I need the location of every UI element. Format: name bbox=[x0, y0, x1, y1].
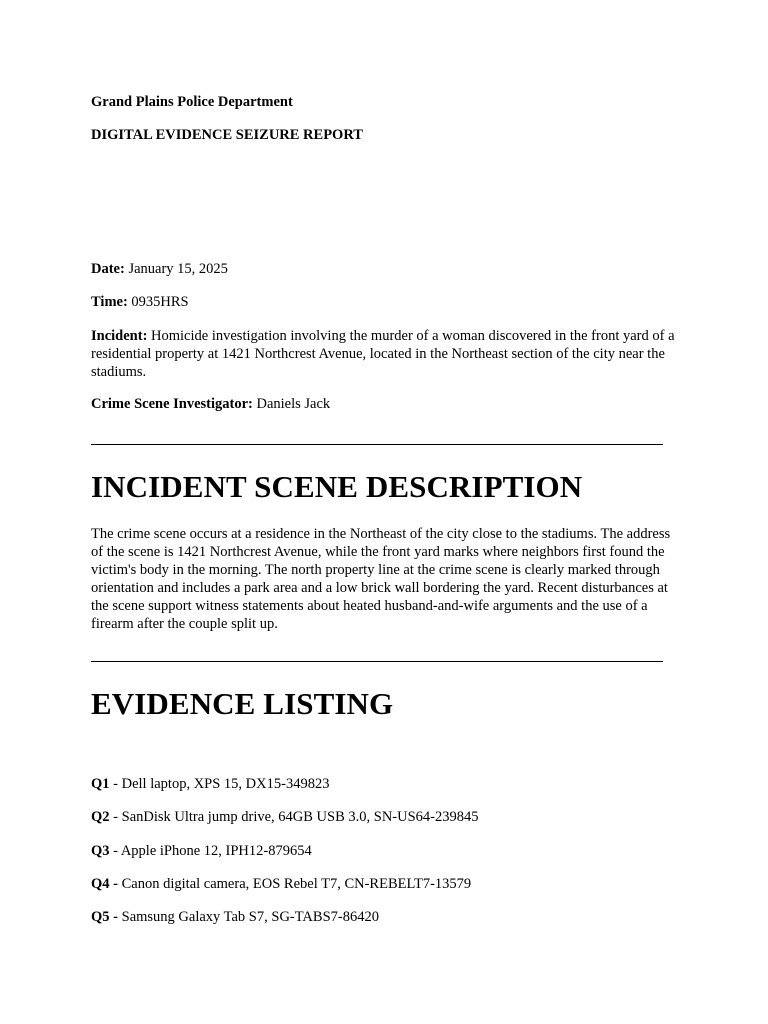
incident-label: Incident: bbox=[91, 328, 148, 344]
evidence-description: Apple iPhone 12, IPH12-879654 bbox=[120, 843, 312, 859]
evidence-description: Samsung Galaxy Tab S7, SG-TABS7-86420 bbox=[121, 909, 379, 925]
time-field bbox=[91, 294, 189, 311]
section-divider bbox=[91, 444, 663, 445]
evidence-item bbox=[91, 909, 379, 926]
time-label: Time: bbox=[91, 294, 128, 310]
evidence-description: Canon digital camera, EOS Rebel T7, CN-REBELT7-13579 bbox=[121, 876, 472, 892]
scene-section-heading: INCIDENT SCENE DESCRIPTION bbox=[91, 469, 583, 504]
time-value: 0935HRS bbox=[131, 294, 189, 310]
incident-field bbox=[91, 327, 681, 381]
department-name: Grand Plains Police Department bbox=[91, 94, 293, 110]
evidence-id: Q3 bbox=[91, 843, 110, 859]
evidence-separator: - bbox=[109, 843, 121, 859]
date-value: January 15, 2025 bbox=[128, 261, 228, 277]
evidence-separator: - bbox=[109, 909, 122, 925]
evidence-item bbox=[91, 843, 312, 860]
evidence-separator: - bbox=[109, 876, 122, 892]
incident-value: Homicide investigation involving the murder of a woman discovered in the front yard of a residential property at 1421 Northcrest Avenue, located in the Northeast section of the city near the stadiums. bbox=[91, 328, 675, 380]
evidence-separator: - bbox=[109, 809, 122, 825]
evidence-id: Q1 bbox=[91, 776, 110, 792]
report-title: DIGITAL EVIDENCE SEIZURE REPORT bbox=[91, 127, 363, 143]
investigator-value: Daniels Jack bbox=[256, 396, 331, 412]
evidence-item bbox=[91, 876, 471, 893]
investigator-label: Crime Scene Investigator: bbox=[91, 396, 253, 412]
evidence-description: SanDisk Ultra jump drive, 64GB USB 3.0, SN-US64-239845 bbox=[121, 809, 479, 825]
evidence-item bbox=[91, 776, 329, 793]
evidence-section-heading: EVIDENCE LISTING bbox=[91, 686, 394, 721]
evidence-description: Dell laptop, XPS 15, DX15-349823 bbox=[121, 776, 330, 792]
evidence-item bbox=[91, 809, 479, 826]
section-divider bbox=[91, 661, 663, 662]
evidence-id: Q4 bbox=[91, 876, 110, 892]
evidence-separator: - bbox=[109, 776, 122, 792]
scene-description: The crime scene occurs at a residence in the Northeast of the city close to the stadiums. The address of the scene is 1421 Northcrest Avenue, while the front yard marks where neighbors first found the victim's body in the morning. The north property line at the crime scene is clearly marked through orientation and includes a park area and a low brick wall bordering the yard. Recent disturbances at the scene support witness statements about heated husband-and-wife arguments and the use of a firearm after the couple split up. bbox=[91, 526, 671, 632]
date-field bbox=[91, 261, 228, 278]
evidence-id: Q2 bbox=[91, 809, 110, 825]
investigator-field bbox=[91, 396, 330, 413]
evidence-id: Q5 bbox=[91, 909, 110, 925]
date-label: Date: bbox=[91, 261, 125, 277]
